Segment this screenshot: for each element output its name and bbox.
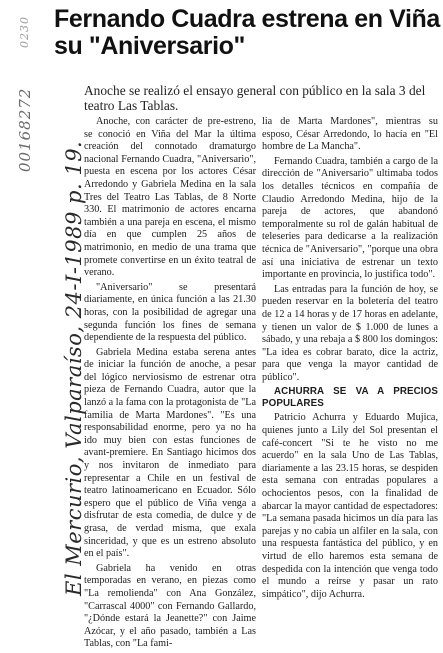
handwritten-catalog-number: 00168272 xyxy=(16,87,34,172)
paragraph: "Aniversario" se presentará diariamente, en única función a las 21.30 horas, con la posibilidad de agregar una segunda función los fines de semana dependiente de la respuesta del público. xyxy=(84,281,256,344)
handwritten-source-note: El Mercurio, Valparaíso, 24-I-1989 p. 19. xyxy=(62,140,86,596)
paragraph: Gabriela ha venido en otras temporadas en verano, en piezas como "La remolienda" con Ana González, "Carrascal 4000" con Fernando Gallardo, "¿Dónde estará la Jeanette?" con Jaime Azócar, y el año pasado, también a Las Tablas, con "La fami- xyxy=(84,562,256,650)
paragraph: lia de Marta Mardones", mientras su esposo, César Arredondo, lo hacía en "El hombre de La Mancha". xyxy=(262,116,438,153)
stamp-number: 0230 xyxy=(18,16,31,48)
deck: Anoche se realizó el ensayo general con público en la sala 3 del teatro Las Tablas. xyxy=(84,83,426,113)
paragraph: Anoche, con carácter de pre-estreno, se conoció en Viña del Mar la última creación del connotado dramaturgo nacional Fernando Cuadra, "Aniversario", puesta en escena por los actores César Arredondo y Gabriela Medina en la sala Tres del Teatro Las Tablas, de 8 Norte 330. El matrimonio de actores encarna también a una pareja en escena, el mismo día en que cumplen 25 años de matrimonio, en medio de una trama que promete convertirse en un éxito teatral de verano. xyxy=(84,116,256,279)
paragraph: Gabriela Medina estaba serena antes de iniciar la función de anoche, a pesar del lógico nerviosismo de estrenar otra pieza de Fernando Cuadra, autor que la lanzó a la fama con la protagonista de "La familia de Marta Mardones". "Es una responsabilidad enorme, pero ya no ha ido muy bien con estas funciones de avant-premiere. En Santiago hicimos dos y nos invitaron de inmediato para representar a Chile en un festival de teatro latinoamericano en Ecuador. Sólo espero que el público de Viña venga a disfrutar de esta comedia, de dulce y de grasa, de verdad misma, que exala sinceridad, y que es un estreno absoluto en el país". xyxy=(84,346,256,560)
headline: Fernando Cuadra estrena en Viña su "Aniversario" xyxy=(54,5,440,60)
left-column xyxy=(84,116,256,653)
paragraph: Las entradas para la función de hoy, se pueden reservar en la boletería del teatro de 12 a 14 horas y de 17 horas en adelante, y tienen un valor de $ 1.000 de lunes a sábado, y una rebaja a $ 800 los domingos: "La idea es cobrar barato, dice la actriz, para que venga la mayor cantidad de público". xyxy=(262,283,438,383)
right-column xyxy=(262,116,438,603)
section-subhead: ACHURRA SE VA A PRECIOS POPULARES xyxy=(262,386,438,410)
paragraph: Patricio Achurra y Eduardo Mujica, quienes junto a Lily del Sol presentan el café-concert "Si te he visto no me acuerdo" en la sala Uno de Las Tablas, diariamente a las 23.15 horas, se despiden esta semana con entradas populares a ochocientos pesos, con la finalidad de abarcar la mayor cantidad de espectadores: "La semana pasada hicimos un día para las parejas y no cabía un alfiler en la sala, con una respuesta fantástica del público, y en virtud de ello haremos esta semana de despedida con la intención que venga todo el mundo a reírse y pasar un rato simpático", dijo Achurra. xyxy=(262,412,438,600)
paragraph: Fernando Cuadra, también a cargo de la dirección de "Aniversario" ultimaba todos los detalles técnicos en compañía de Claudio Arredondo Medina, hijo de la pareja de actores, que abandonó temporalmente su rol de galán habitual de teleseries para dedicarse a la realización técnica de "Aniversario", "porque una obra así una iniciativa de estrenar un texto importante en provincia, lo justifica todo". xyxy=(262,155,438,281)
